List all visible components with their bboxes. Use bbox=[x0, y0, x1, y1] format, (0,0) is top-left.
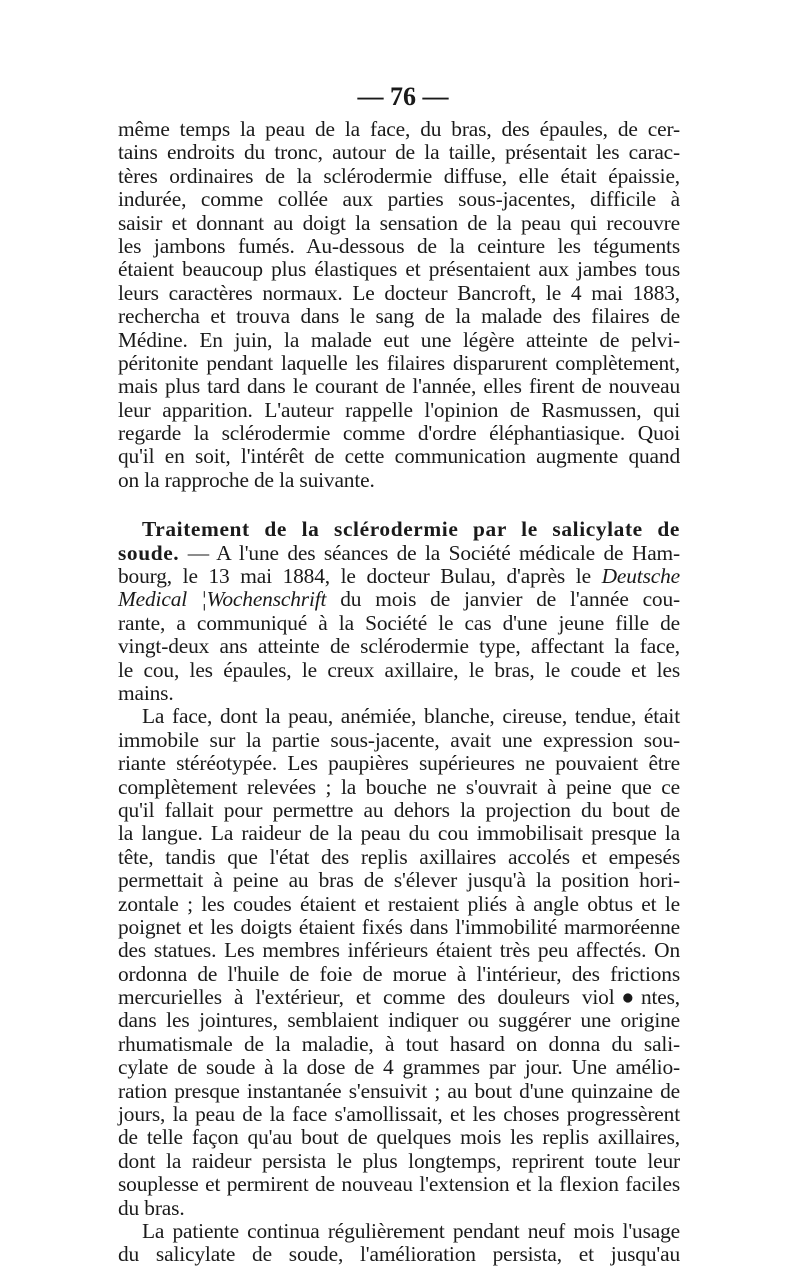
text-line: La face, dont la peau, anémiée, blanche, cireuse, tendue, était bbox=[142, 704, 680, 729]
text-line: du salicylate de soude, l'amélioration persista, et jusqu'au bbox=[118, 1242, 680, 1267]
text-line: vingt-deux ans atteinte de sclérodermie type, affectant la face, bbox=[118, 634, 680, 659]
paragraph-case-description bbox=[118, 705, 680, 1220]
text-line: les jambons fumés. Au-dessous de la ceinture les téguments bbox=[118, 233, 680, 258]
text-line: rante, a communiqué à la Société le cas d'une jeune fille de bbox=[118, 610, 680, 635]
text-line: mais plus tard dans le courant de l'année, elles firent de nouveau bbox=[118, 374, 680, 399]
text-line: on la rapproche de la suivante. bbox=[118, 467, 375, 492]
text-line: de telle façon qu'au bout de quelques mois les replis axillaires, bbox=[118, 1125, 680, 1150]
journal-title: Deutsche bbox=[601, 564, 680, 589]
text-line bbox=[118, 588, 680, 611]
text-line: même temps la peau de la face, du bras, des épaules, de cer- bbox=[118, 117, 680, 141]
section-title-continued: soude. bbox=[118, 540, 180, 565]
page-number: — 76 — bbox=[357, 82, 449, 111]
text-line: poignet et les doigts étaient fixés dans l'immobilité marmoréenne bbox=[118, 914, 680, 939]
text-line: dans les jointures, semblaient indiquer ou suggérer une origine bbox=[118, 1008, 680, 1033]
text-segment: bourg, le 13 mai 1884, le docteur Bulau, d'après le bbox=[118, 564, 602, 589]
text-line: du bras. bbox=[118, 1195, 185, 1220]
text-line bbox=[118, 565, 680, 588]
text-line: complètement relevées ; la bouche ne s'ouvrait à peine que ce bbox=[118, 774, 680, 799]
journal-title: Medical ¦Wochenschrift bbox=[118, 587, 327, 612]
text-line: riante stéréotypée. Les paupières supérieures ne pouvaient être bbox=[118, 751, 680, 776]
text-line: saisir et donnant au doigt la sensation de la peau qui recouvre bbox=[118, 210, 680, 235]
text-line: tains endroits du tronc, autour de la taille, présentait les carac- bbox=[118, 140, 680, 165]
text-line: indurée, comme collée aux parties sous-jacentes, difficile à bbox=[118, 187, 680, 212]
text-line: la langue. La raideur de la peau du cou immobilisait presque la bbox=[118, 821, 680, 846]
text-line: mercurielles à l'extérieur, et comme des douleurs viol●ntes, bbox=[118, 985, 680, 1010]
text-line: leurs caractères normaux. Le docteur Bancroft, le 4 mai 1883, bbox=[118, 280, 680, 305]
text-line: le cou, les épaules, le creux axillaire, le bras, le coude et les bbox=[118, 657, 680, 682]
text-line: tête, tandis que l'état des replis axillaires accolés et empesés bbox=[118, 844, 680, 869]
text-line: mains. bbox=[118, 680, 174, 705]
document-page bbox=[118, 82, 680, 1267]
text-segment: du mois de janvier de l'année cou- bbox=[326, 587, 680, 612]
text-line: permettait à peine au bras de s'élever jusqu'à la position hori- bbox=[118, 868, 680, 893]
text-line bbox=[118, 542, 680, 565]
text-line: rechercha et trouva dans le sang de la malade des filaires de bbox=[118, 304, 680, 329]
text-line: ordonna de l'huile de foie de morue à l'intérieur, des frictions bbox=[118, 961, 680, 986]
text-line: souplesse et permirent de nouveau l'extension et la flexion faciles bbox=[118, 1172, 680, 1197]
paragraph-salicylate-treatment bbox=[118, 518, 680, 705]
text-line: cylate de soude à la dose de 4 grammes par jour. Une amélio- bbox=[118, 1055, 680, 1080]
text-line: qu'il en soit, l'intérêt de cette communication augmente quand bbox=[118, 444, 680, 469]
text-line: jours, la peau de la face s'amollissait, et les choses progressèrent bbox=[118, 1102, 680, 1127]
section-gap bbox=[118, 492, 680, 518]
text-segment: — A l'une des séances de la Société médicale de Ham- bbox=[179, 540, 680, 565]
text-line: zontale ; les coudes étaient et restaient pliés à angle obtus et le bbox=[118, 891, 680, 916]
text-line: dont la raideur persista le plus longtemps, reprirent toute leur bbox=[118, 1148, 680, 1173]
text-line: ration presque instantanée s'ensuivit ; au bout d'une quinzaine de bbox=[118, 1078, 680, 1103]
text-line: leur apparition. L'auteur rappelle l'opinion de Rasmussen, qui bbox=[118, 397, 680, 422]
text-line: tères ordinaires de la sclérodermie diffuse, elle était épaissie, bbox=[118, 163, 680, 188]
paragraph-continuation bbox=[118, 1220, 680, 1267]
text-line: Médine. En juin, la malade eut une légère atteinte de pelvi- bbox=[118, 327, 680, 352]
text-line: immobile sur la partie sous-jacente, avait une expression sou- bbox=[118, 727, 680, 752]
section-heading-line bbox=[118, 518, 680, 541]
paragraph-filaria-case bbox=[118, 118, 680, 492]
text-line: péritonite pendant laquelle les filaires disparurent complètement, bbox=[118, 350, 680, 375]
section-title: Traitement de la sclérodermie par le salicylate de bbox=[142, 517, 680, 542]
text-line: qu'il fallait pour permettre au dehors la projection du bout de bbox=[118, 797, 680, 822]
text-line: La patiente continua régulièrement pendant neuf mois l'usage bbox=[142, 1218, 680, 1243]
text-line: étaient beaucoup plus élastiques et présentaient aux jambes tous bbox=[118, 257, 680, 282]
text-line: regarde la sclérodermie comme d'ordre éléphantiasique. Quoi bbox=[118, 421, 680, 446]
text-line: rhumatismale de la maladie, à tout hasard on donna du sali- bbox=[118, 1031, 680, 1056]
text-line: des statues. Les membres inférieurs étaient très peu affectés. On bbox=[118, 938, 680, 963]
